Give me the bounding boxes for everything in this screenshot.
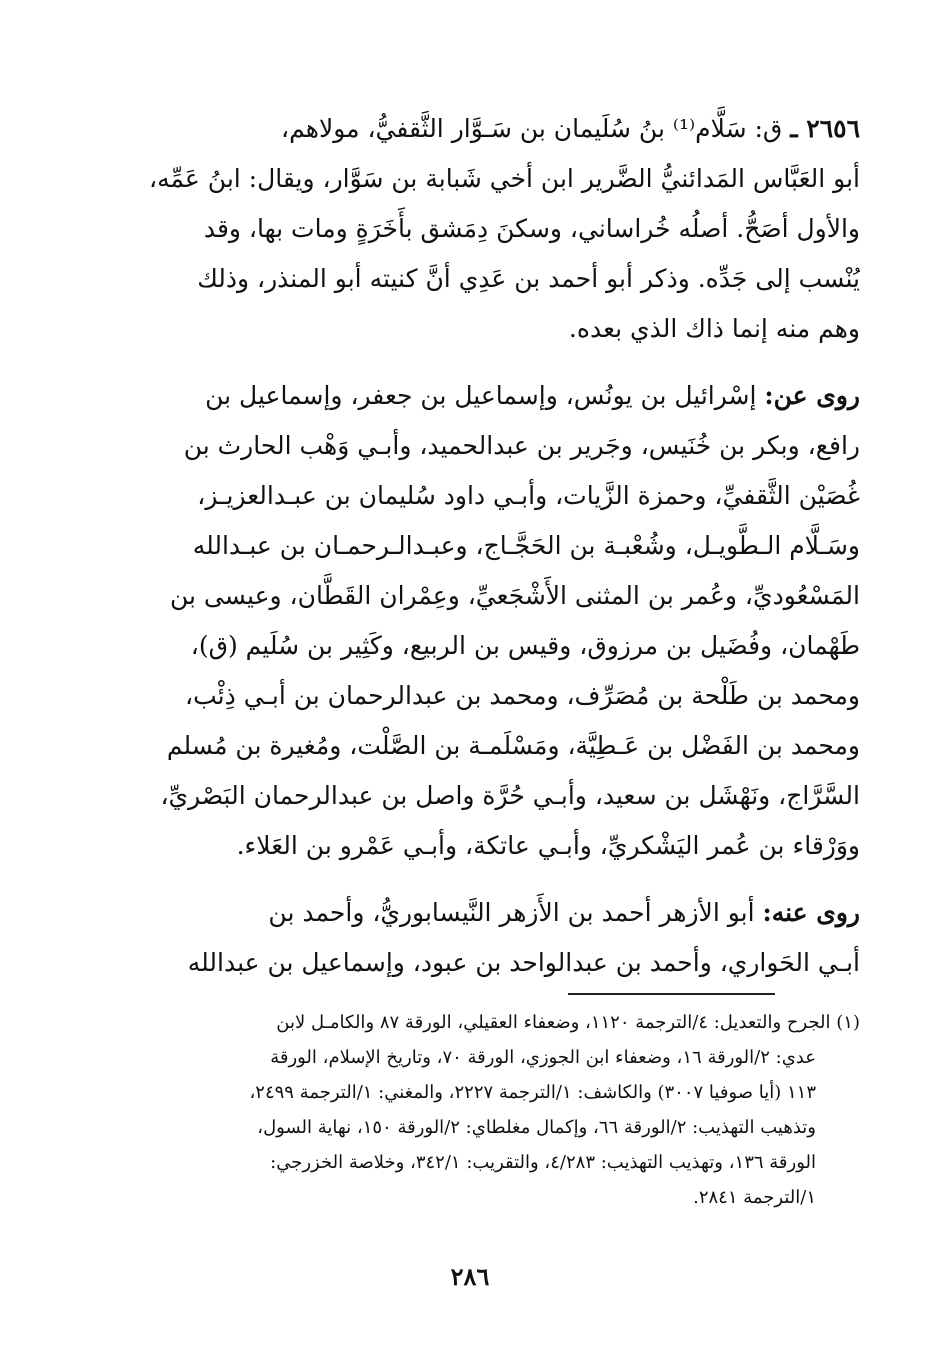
narrated-by-label: روى عنه: bbox=[762, 898, 860, 927]
narrated-by-heading-line bbox=[70, 888, 860, 938]
footnote-line: الورقة ١٣٦، وتهذيب التهذيب: ٤/٢٨٣، والتقريب: ٣٤٢/١، وخلاصة الخزرجي: bbox=[270, 1152, 816, 1173]
footnote-line: (١) الجرح والتعديل: ٤/الترجمة ١١٢٠، وضعفاء العقيلي، الورقة ٨٧ والكامـل لابن bbox=[276, 1012, 860, 1033]
narrated-by-first-line: أبو الأزهر أحمد بن الأَزهر النَّيسابوريُّ، وأحمد بن bbox=[268, 898, 755, 927]
entry-line: أبو العَبَّاس المَدائنيُّ الضَّرير ابن أخي شَبابة بن سَوَّار، ويقال: ابنُ عَمِّه، bbox=[149, 164, 860, 193]
narrated-from-line: طَهْمان، وفُضَيل بن مرزوق، وقيس بن الربيع، وكَثِير بن سُلَيم (ق)، bbox=[190, 631, 860, 660]
narrated-from-line: رافع، وبكر بن خُنَيس، وجَرير بن عبدالحميد، وأبـي وَهْب الحارث بن bbox=[183, 431, 860, 460]
entry-number: ٢٦٥٦ ـ bbox=[790, 114, 860, 143]
narrated-from-line: غُصَيْن الثَّقفيِّ، وحمزة الزَّيات، وأبـي داود سُليمان بن عبـدالعزيـز، bbox=[197, 481, 860, 510]
entry-first-line: ق: سَلَّام⁽¹⁾ بنُ سُلَيمان بن سَـوَّار الثَّقفيُّ، مولاهم، bbox=[281, 114, 783, 143]
narrated-from-label: روى عن: bbox=[764, 381, 860, 410]
narrated-from-heading-line bbox=[70, 371, 860, 421]
entry-line: والأول أصَحُّ. أصلُه خُراساني، وسكنَ دِمَشق بأَخَرَةٍ ومات بها، وقد bbox=[203, 214, 860, 243]
entry-line: يُنْسب إلى جَدِّه. وذكر أبو أحمد بن عَدِي أنَّ كنيته أبو المنذر، وذلك bbox=[197, 264, 860, 293]
paragraph-gap bbox=[70, 354, 860, 371]
page-number: ٢٨٦ bbox=[450, 1262, 490, 1291]
footnote-line: ١/الترجمة ٢٨٤١. bbox=[693, 1187, 816, 1208]
narrated-from-line: ومحمد بن طَلْحة بن مُصَرِّف، ومحمد بن عبدالرحمان بن أبـي ذِئْب، bbox=[185, 681, 860, 710]
footnote-line: عدي: ٢/الورقة ١٦، وضعفاء ابن الجوزي، الورقة ٧٠، وتاريخ الإسلام، الورقة bbox=[270, 1047, 816, 1068]
footnote-line: ١١٣ (أيا صوفيا ٣٠٠٧) والكاشف: ١/الترجمة ٢٢٢٧، والمغني: ١/الترجمة ٢٤٩٩، bbox=[249, 1082, 816, 1103]
main-text bbox=[70, 104, 860, 988]
narrated-from-first-line: إسْرائيل بن يونُس، وإسماعيل بن جعفر، وإسماعيل بن bbox=[205, 381, 757, 410]
footnote-line: وتذهيب التهذيب: ٢/الورقة ٦٦، وإكمال مغلطاي: ٢/الورقة ١٥٠، نهاية السول، bbox=[257, 1117, 816, 1138]
entry-line: وهم منه إنما ذاك الذي بعده. bbox=[568, 314, 860, 343]
narrated-from-line: ومحمد بن الفَضْل بن عَـطِيَّة، ومَسْلَمـة بن الصَّلْت، ومُغيرة بن مُسلم bbox=[166, 731, 860, 760]
footnotes bbox=[80, 1005, 860, 1215]
paragraph-gap bbox=[70, 871, 860, 888]
narrated-from-line: وسَـلَّام الـطَّويـل، وشُعْبـة بن الحَجَّـاج، وعبـدالـرحمـان بن عبـدالله bbox=[192, 531, 860, 560]
narrated-by-line: أبـي الحَواري، وأحمد بن عبدالواحد بن عبود، وإسماعيل بن عبدالله bbox=[187, 948, 860, 977]
narrated-from-line: السَّرَّاج، ونَهْشَل بن سعيد، وأبـي حُرَّة واصل بن عبدالرحمان البَصْريِّ، bbox=[160, 781, 860, 810]
narrated-from-line: ووَرْقاء بن عُمر اليَشْكريِّ، وأبـي عاتكة، وأبـي عَمْرو بن العَلاء. bbox=[236, 831, 860, 860]
entry-heading-line bbox=[70, 104, 860, 154]
footnote-divider bbox=[568, 993, 775, 995]
narrated-from-line: المَسْعُوديِّ، وعُمر بن المثنى الأَشْجَعيِّ، وعِمْران القَطَّان، وعيسى بن bbox=[169, 581, 860, 610]
